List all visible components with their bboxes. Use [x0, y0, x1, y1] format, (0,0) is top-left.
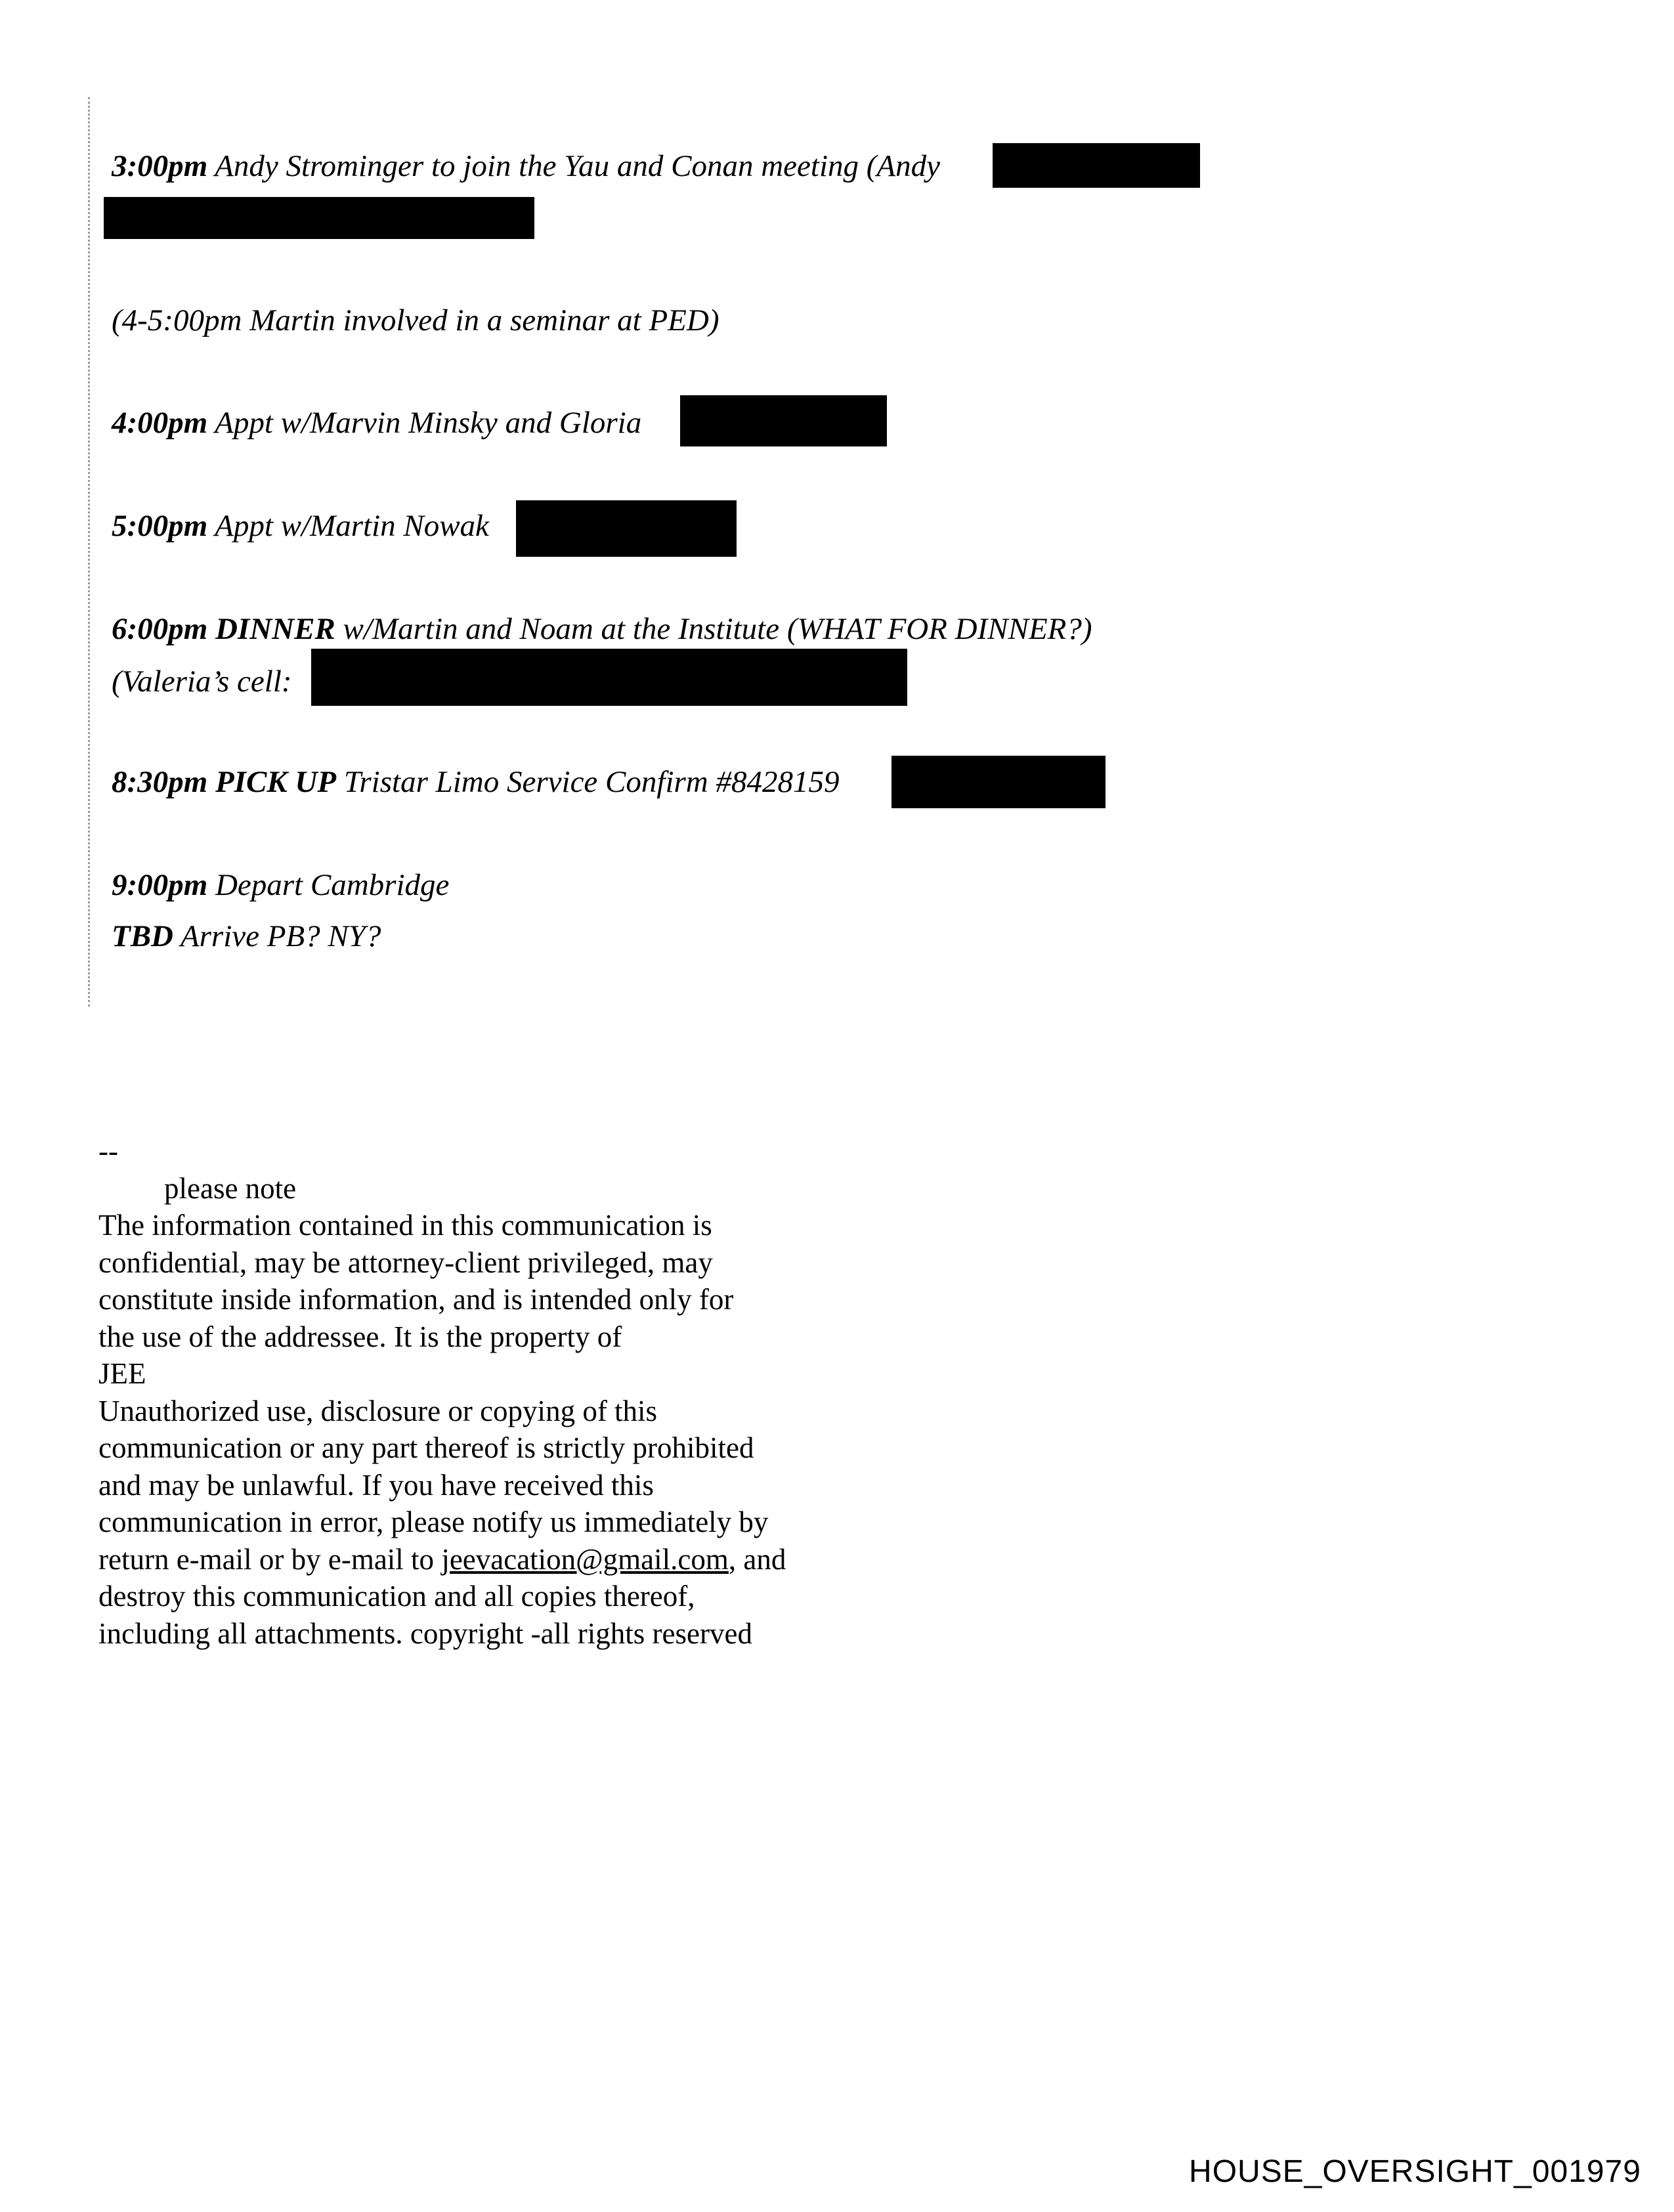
quote-bar	[88, 97, 90, 1007]
schedule-item-4pm	[112, 404, 641, 441]
schedule-item-6pm	[112, 611, 1092, 647]
schedule-text: w/Martin and Noam at the Institute (WHAT FOR DINNER?)	[343, 612, 1092, 646]
disclaimer-line: including all attachments. copyright -all rights reserved	[98, 1616, 752, 1650]
bates-number: HOUSE_OVERSIGHT_001979	[1189, 2154, 1641, 2189]
disclaimer-line: The information contained in this communication is	[98, 1209, 712, 1242]
disclaimer-line: the use of the addressee. It is the property of	[98, 1320, 622, 1353]
return-suffix: , and	[728, 1542, 786, 1576]
note-heading: please note	[164, 1172, 297, 1205]
disclaimer-line: communication in error, please notify us immediately by	[98, 1506, 769, 1538]
disclaimer-line: confidential, may be attorney-client privileged, may	[98, 1246, 713, 1279]
schedule-item-tbd	[112, 918, 381, 955]
schedule-text: Tristar Limo Service Confirm #8428159	[343, 765, 840, 799]
signature-separator: --	[98, 1135, 118, 1167]
schedule-text: Arrive PB? NY?	[180, 919, 381, 953]
disclaimer-line: communication or any part thereof is strictly prohibited	[98, 1431, 754, 1464]
time-label: TBD	[112, 919, 173, 953]
schedule-text: Depart Cambridge	[215, 868, 450, 902]
redaction-box	[680, 395, 887, 446]
schedule-text: Appt w/Martin Nowak	[215, 509, 489, 543]
event-label: PICK UP	[215, 765, 337, 799]
redaction-box	[516, 500, 737, 557]
time-label: 4:00pm	[112, 406, 208, 440]
disclaimer-line: constitute inside information, and is intended only for	[98, 1283, 734, 1316]
return-prefix: return e-mail or by e-mail to	[98, 1542, 442, 1576]
redaction-box	[104, 197, 534, 239]
email-link[interactable]: jeevacation@gmail.com	[441, 1542, 729, 1576]
schedule-text: Appt w/Marvin Minsky and Gloria	[215, 406, 642, 440]
redaction-box	[993, 143, 1200, 188]
schedule-item-830pm	[112, 764, 840, 800]
redaction-box	[311, 649, 907, 706]
redaction-box	[891, 756, 1105, 808]
disclaimer-line: and may be unlawful. If you have received this	[98, 1468, 654, 1502]
schedule-item-9pm	[112, 867, 449, 903]
disclaimer-line: JEE	[98, 1357, 146, 1390]
schedule-item-cell	[112, 663, 292, 700]
schedule-item-3pm	[112, 148, 940, 184]
time-label: 9:00pm	[112, 868, 208, 902]
disclaimer-line: Unauthorized use, disclosure or copying of this	[98, 1394, 658, 1427]
disclaimer-line: destroy this communication and all copies thereof,	[98, 1580, 695, 1613]
event-label: DINNER	[215, 612, 335, 646]
schedule-item-seminar	[112, 302, 719, 339]
disclaimer-line	[98, 1541, 786, 1578]
disclaimer-block	[98, 1207, 786, 1652]
schedule-text: Andy Strominger to join the Yau and Conan meeting (Andy	[215, 149, 940, 183]
time-label: 5:00pm	[112, 509, 208, 543]
time-label: 6:00pm	[112, 612, 208, 646]
time-label: 8:30pm	[112, 765, 208, 799]
schedule-text: (4-5:00pm Martin involved in a seminar at PED)	[112, 303, 719, 337]
schedule-item-5pm	[112, 508, 489, 544]
schedule-text: (Valeria’s cell:	[112, 664, 292, 699]
time-label: 3:00pm	[112, 149, 208, 183]
